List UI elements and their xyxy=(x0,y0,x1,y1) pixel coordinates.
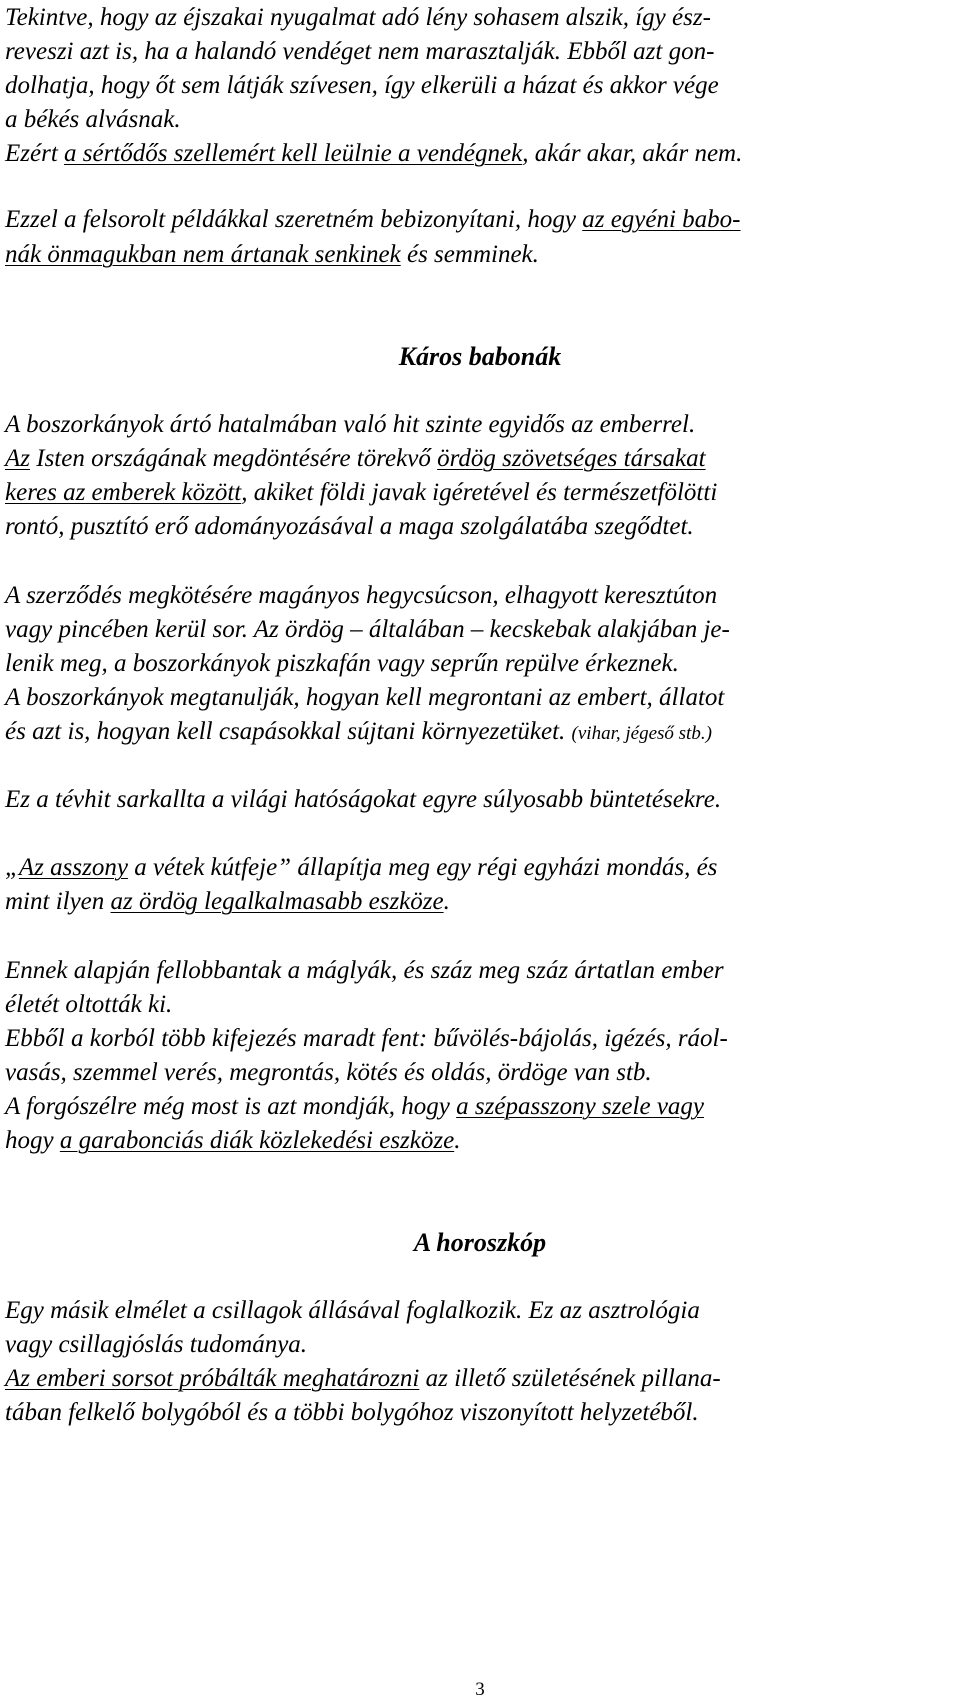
text-line xyxy=(5,850,717,886)
text-run: Tekintve, hogy az éjszakai nyugalmat adó lény sohasem alszik, így ész- xyxy=(5,4,711,31)
text-line xyxy=(5,714,712,750)
underlined-text: Az emberi sorsot próbálták meghatározni xyxy=(5,1365,420,1392)
underlined-text: Az xyxy=(5,445,30,472)
text-line xyxy=(5,68,719,104)
section-heading: Káros babonák xyxy=(398,342,562,371)
text-line xyxy=(5,407,695,443)
page-number: 3 xyxy=(475,1679,485,1700)
text-line xyxy=(5,782,721,818)
underlined-text: a szépasszony szele vagy xyxy=(456,1093,705,1120)
text-run: és azt is, hogyan kell csapásokkal sújtani környezetüket. xyxy=(5,718,572,745)
underlined-text: Az asszony xyxy=(18,854,128,881)
text-line xyxy=(5,680,724,716)
text-line xyxy=(5,237,539,273)
text-run: Ebből a korból több kifejezés maradt fent: bűvölés-bájolás, igézés, ráol- xyxy=(5,1025,728,1052)
text-run: az illető születésének pillana- xyxy=(419,1365,721,1392)
text-line xyxy=(5,202,741,238)
text-run: lenik meg, a boszorkányok piszkafán vagy seprűn repülve érkeznek. xyxy=(5,650,679,677)
text-run: a békés alvásnak. xyxy=(5,106,181,133)
underlined-text: az ördög legalkalmasabb eszköze xyxy=(110,888,444,915)
text-run: , akár akar, akár nem. xyxy=(522,140,743,167)
text-line xyxy=(5,646,679,682)
text-run: mint ilyen xyxy=(5,888,111,915)
text-run: . xyxy=(443,888,450,915)
text-line xyxy=(5,1089,704,1125)
text-run: Ez a tévhit sarkallta a világi hatóságokat egyre súlyosabb büntetésekre. xyxy=(5,786,722,813)
underlined-text: a sértődős szellemért kell leülnie a vendégnek xyxy=(64,140,523,167)
text-run: „ xyxy=(5,854,19,881)
underlined-text: az egyéni babo- xyxy=(582,206,741,233)
text-run: hogy xyxy=(5,1127,60,1154)
text-run: Ezért xyxy=(5,140,65,167)
text-line xyxy=(5,1361,721,1397)
text-line xyxy=(5,953,724,989)
text-line xyxy=(5,0,711,36)
text-run: tában felkelő bolygóból és a többi bolygóhoz viszonyított helyzetéből. xyxy=(5,1399,699,1426)
text-line xyxy=(5,102,181,138)
text-run: dolhatja, hogy őt sem látják szívesen, így elkerüli a házat és akkor vége xyxy=(5,72,719,99)
text-run: A boszorkányok megtanulják, hogyan kell megrontani az embert, állatot xyxy=(5,684,725,711)
parenthetical-note: (vihar, jégeső stb.) xyxy=(571,723,712,744)
text-run: életét oltották ki. xyxy=(5,991,173,1018)
text-run: A szerződés megkötésére magányos hegycsúcson, elhagyott keresztúton xyxy=(5,582,718,609)
text-run: Ezzel a felsorolt példákkal szeretném bebizonyítani, hogy xyxy=(5,206,583,233)
text-run: vagy csillagjóslás tudománya. xyxy=(5,1331,308,1358)
text-run: vasás, szemmel verés, megrontás, kötés és oldás, ördöge van stb. xyxy=(5,1059,652,1086)
text-line xyxy=(5,612,730,648)
text-line xyxy=(5,1395,699,1431)
text-line xyxy=(5,1327,307,1363)
text-line xyxy=(5,34,714,70)
text-run: a vétek kútfeje” xyxy=(127,854,292,881)
text-run: állapítja meg egy régi egyházi mondás, és xyxy=(291,854,718,881)
text-line xyxy=(5,578,717,614)
text-run: , akiket földi javak igéretével és természetfölötti xyxy=(241,479,718,506)
text-line xyxy=(5,1021,728,1057)
text-run: Isten országának megdöntésére törekvő xyxy=(30,445,438,472)
text-run: Egy másik elmélet a csillagok állásával foglalkozik. Ez az asztrológia xyxy=(5,1297,700,1324)
section-heading: A horoszkóp xyxy=(413,1228,547,1257)
underlined-text: ördög szövetséges társakat xyxy=(437,445,706,472)
text-run: rontó, pusztító erő adományozásával a maga szolgálatába szegődtet. xyxy=(5,513,694,540)
underlined-text: nák önmagukban nem ártanak senkinek xyxy=(5,241,401,268)
text-line xyxy=(5,136,742,172)
text-run: Ennek alapján fellobbantak a máglyák, és száz meg száz ártatlan ember xyxy=(5,957,724,984)
text-run: A forgószélre még most is azt mondják, hogy xyxy=(5,1093,457,1120)
text-line xyxy=(5,884,450,920)
text-run: reveszi azt is, ha a halandó vendéget nem marasztalják. Ebből azt gon- xyxy=(5,38,715,65)
text-run: . xyxy=(454,1127,461,1154)
text-line xyxy=(5,475,717,511)
text-line xyxy=(5,1055,652,1091)
text-run: A boszorkányok ártó hatalmában való hit szinte egyidős az emberrel. xyxy=(5,411,696,438)
text-run: és semminek. xyxy=(400,241,539,268)
text-line xyxy=(5,509,694,545)
underlined-text: a garabonciás diák közlekedési eszköze xyxy=(59,1127,455,1154)
underlined-text: keres az emberek között xyxy=(5,479,242,506)
text-line xyxy=(5,441,706,477)
text-line xyxy=(5,987,172,1023)
text-line xyxy=(5,1123,460,1159)
text-line xyxy=(5,1293,700,1329)
text-run: vagy pincében kerül sor. Az ördög – általában – kecskebak alakjában je- xyxy=(5,616,730,643)
